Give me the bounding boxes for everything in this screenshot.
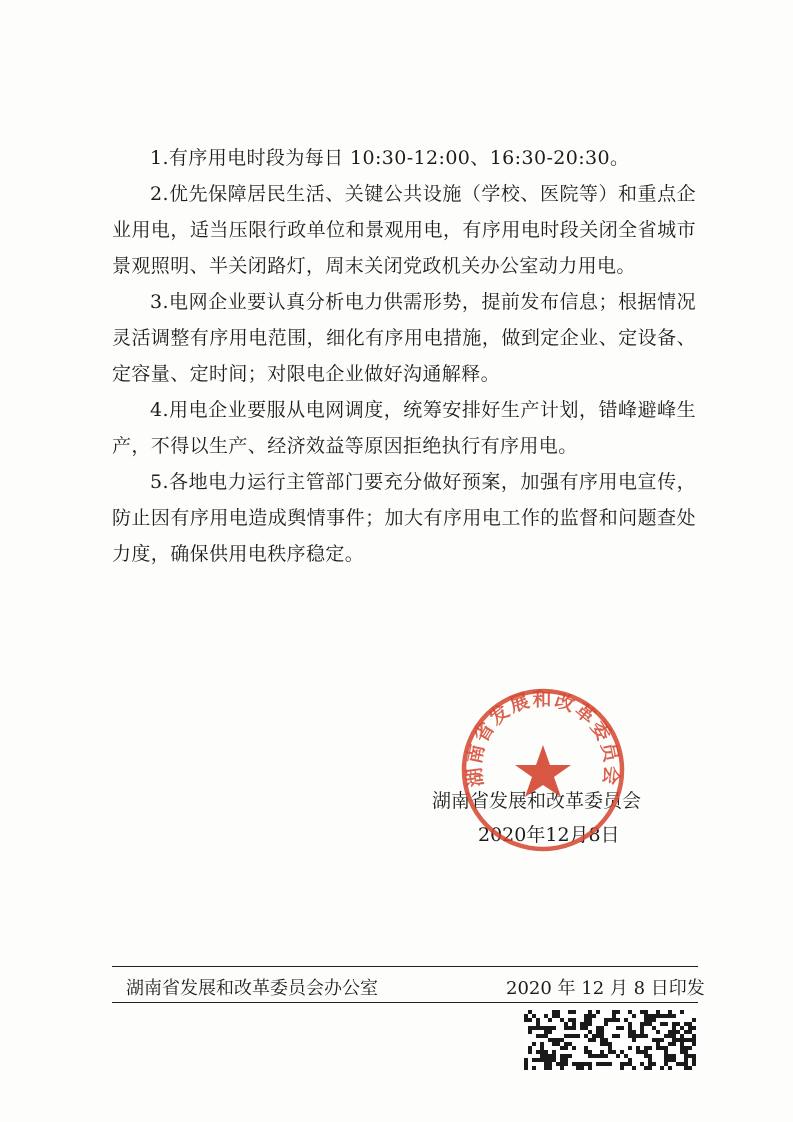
paragraph-2: 2.优先保障居民生活、关键公共设施（学校、医院等）和重点企业用电，适当压限行政单位和景观用电，有序用电时段关闭全省城市景观照明、半关闭路灯，周末关闭党政机关办公室动力用电。 <box>112 183 696 277</box>
footer-rule-bottom <box>112 1002 698 1003</box>
footer-issuing-office: 湖南省发展和改革委员会办公室 <box>126 978 378 999</box>
paragraph-4: 4.用电企业要服从电网调度，统筹安排好生产计划，错峰避峰生产，不得以生产、经济效益等原因拒绝执行有序用电。 <box>112 399 696 457</box>
footer-print-date: 2020 年 12 月 8 日印发 <box>506 978 705 999</box>
barcode-icon <box>524 1010 696 1070</box>
official-seal-icon <box>458 685 628 855</box>
signature-date: 2020年12月8日 <box>478 824 620 846</box>
signature-organization: 湖南省发展和改革委员会 <box>432 790 642 812</box>
footer-rule-top <box>112 966 698 967</box>
paragraph-3: 3.电网企业要认真分析电力供需形势，提前发布信息；根据情况灵活调整有序用电范围，细化有序用电措施，做到定企业、定设备、定容量、定时间；对限电企业做好沟通解释。 <box>112 291 696 385</box>
seal-text: 湖南省发展和改革委员会 <box>463 688 623 789</box>
paragraph-1: 1.有序用电时段为每日 10:30-12:00、16:30-20:30。 <box>150 147 630 169</box>
document-body <box>112 140 696 572</box>
paragraph-5: 5.各地电力运行主管部门要充分做好预案，加强有序用电宣传，防止因有序用电造成舆情事件；加大有序用电工作的监督和问题查处力度，确保供用电秩序稳定。 <box>112 471 696 565</box>
